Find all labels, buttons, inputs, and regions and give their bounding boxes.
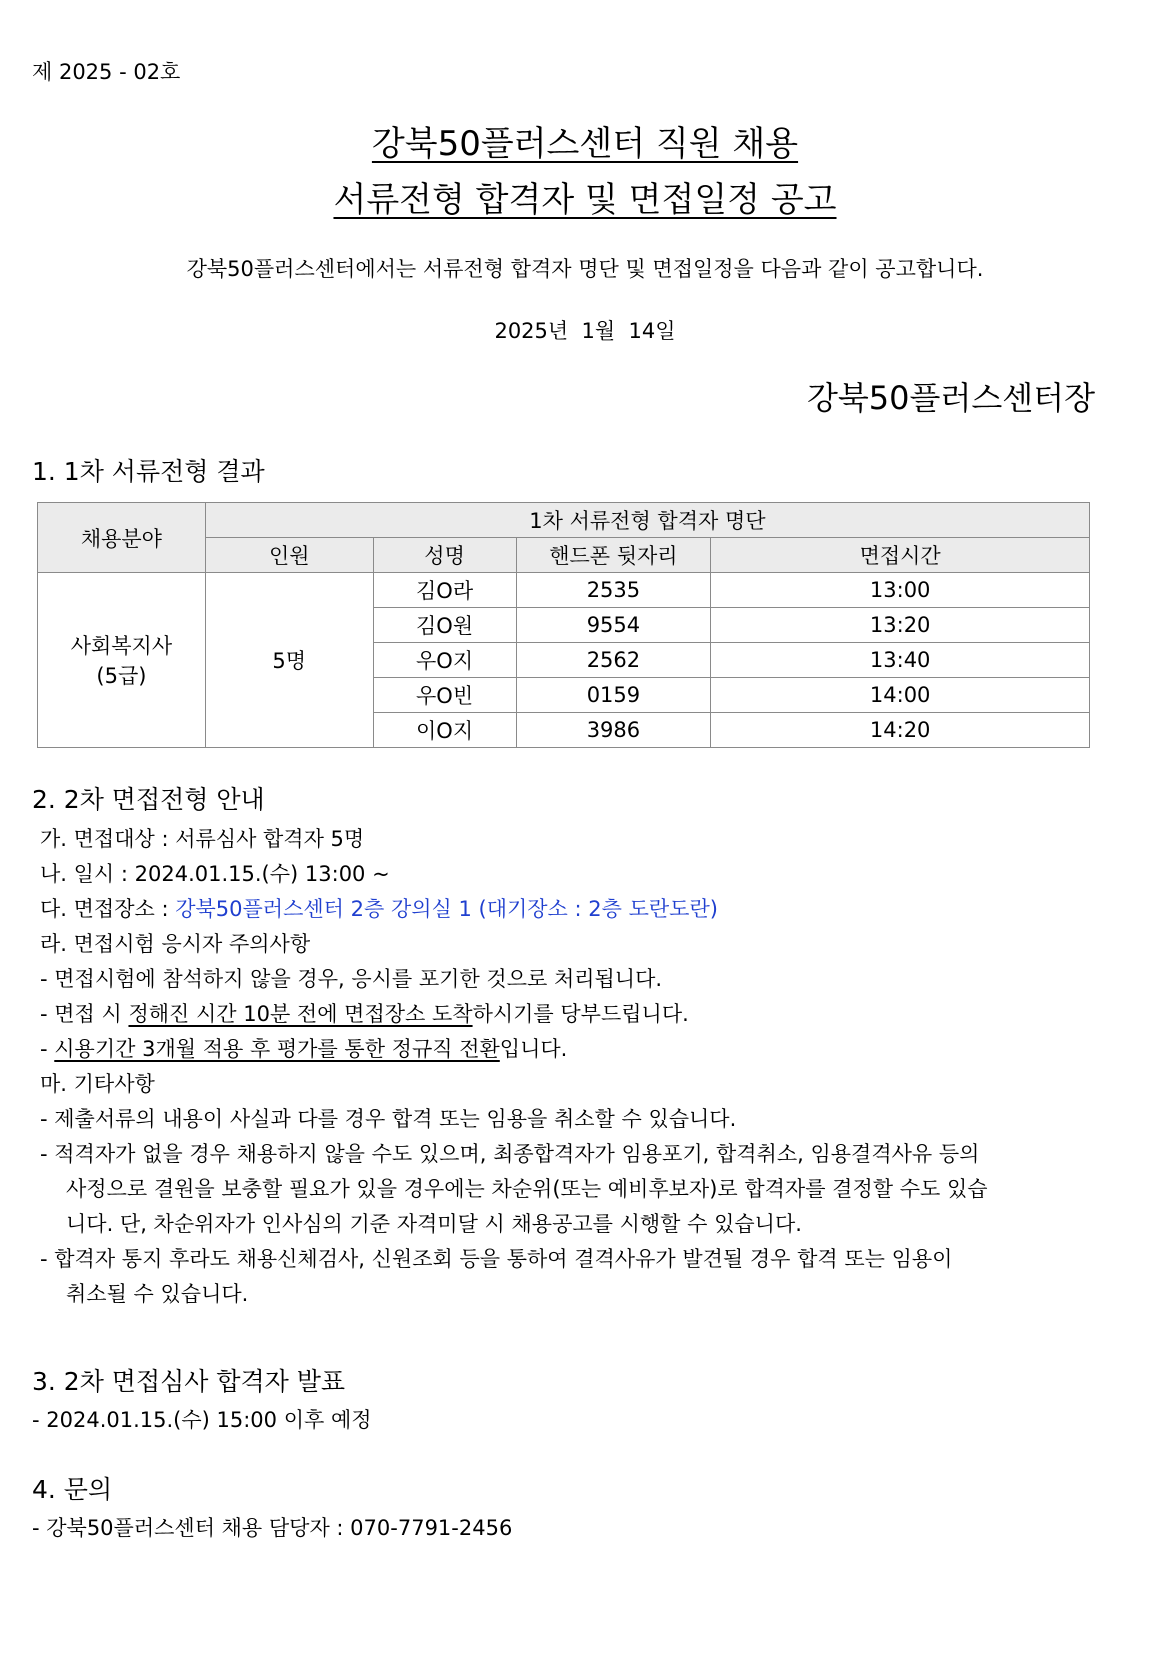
other-item-continued: 사정으로 결원을 보충할 필요가 있을 경우에는 차순위(또는 예비후보자)로 합격자를 결정할 수도 있습 — [66, 1177, 988, 1201]
contact-info: - 강북50플러스센터 채용 담당자 : 070-7791-2456 — [32, 1516, 513, 1540]
name-cell: 김O라 — [373, 573, 516, 608]
issuer: 강북50플러스센터장 — [806, 379, 1095, 417]
time-cell: 14:20 — [711, 713, 1090, 748]
notice-item-emphasis: 정해진 시간 10분 전에 면접장소 도착 — [128, 1002, 473, 1026]
section-2-heading: 2. 2차 면접전형 안내 — [32, 785, 265, 814]
header-group: 1차 서류전형 합격자 명단 — [205, 503, 1089, 538]
interview-place-value: 강북50플러스센터 2층 강의실 1 (대기장소 : 2층 도란도란) — [175, 897, 718, 921]
time-cell: 14:00 — [711, 678, 1090, 713]
header-time: 면접시간 — [711, 538, 1090, 573]
section-1-heading: 1. 1차 서류전형 결과 — [32, 457, 265, 486]
other-item: - 적격자가 없을 경우 채용하지 않을 수도 있으며, 최종합격자가 임용포기, 합격취소, 임용결격사유 등의 — [40, 1142, 980, 1166]
name-cell: 이O지 — [373, 713, 516, 748]
notice-item-prefix: - — [40, 1037, 55, 1061]
interview-datetime: 나. 일시 : 2024.01.15.(수) 13:00 ~ — [40, 862, 390, 886]
other-item-continued: 취소될 수 있습니다. — [66, 1282, 249, 1306]
count-cell: 5명 — [205, 573, 373, 748]
phone-cell: 9554 — [516, 608, 711, 643]
interview-place-label: 다. 면접장소 : — [40, 897, 176, 921]
document-number: 제 2025 - 02호 — [32, 60, 181, 84]
interview-target: 가. 면접대상 : 서류심사 합격자 5명 — [40, 827, 365, 851]
other-item-continued: 니다. 단, 차순위자가 인사심의 기준 자격미달 시 채용공고를 시행할 수 있습니다. — [66, 1212, 802, 1236]
other-item: - 합격자 통지 후라도 채용신체검사, 신원조회 등을 통하여 결격사유가 발견될 경우 합격 또는 임용이 — [40, 1247, 953, 1271]
header-name: 성명 — [373, 538, 516, 573]
other-heading: 마. 기타사항 — [40, 1072, 155, 1096]
name-cell: 우O빈 — [373, 678, 516, 713]
section-3-heading: 3. 2차 면접심사 합격자 발표 — [32, 1367, 346, 1396]
phone-cell: 2562 — [516, 643, 711, 678]
field-cell — [38, 573, 206, 748]
notice-heading: 라. 면접시험 응시자 주의사항 — [40, 932, 311, 956]
field-line-1: 사회복지사 — [70, 634, 173, 658]
table-row — [38, 573, 1090, 608]
time-cell: 13:00 — [711, 573, 1090, 608]
intro-text: 강북50플러스센터에서는 서류전형 합격자 명단 및 면접일정을 다음과 같이 공고합니다. — [186, 257, 984, 281]
notice-item — [40, 998, 689, 1028]
notice-item-suffix: 입니다. — [499, 1037, 568, 1061]
other-item: - 제출서류의 내용이 사실과 다를 경우 합격 또는 임용을 취소할 수 있습니다. — [40, 1107, 737, 1131]
title-line-2: 서류전형 합격자 및 면접일정 공고 — [333, 180, 837, 220]
field-line-2: (5급) — [96, 664, 147, 688]
notice-item: - 면접시험에 참석하지 않을 경우, 응시를 포기한 것으로 처리됩니다. — [40, 967, 663, 991]
time-cell: 13:40 — [711, 643, 1090, 678]
notice-item — [40, 1033, 567, 1063]
result-table — [37, 502, 1090, 748]
phone-cell: 2535 — [516, 573, 711, 608]
phone-cell: 0159 — [516, 678, 711, 713]
notice-date: 2025년 1월 14일 — [494, 319, 676, 343]
header-phone: 핸드폰 뒷자리 — [516, 538, 711, 573]
notice-item-prefix: - 면접 시 — [40, 1002, 129, 1026]
interview-place — [40, 893, 718, 923]
name-cell: 우O지 — [373, 643, 516, 678]
section-4-heading: 4. 문의 — [32, 1475, 113, 1504]
header-field: 채용분야 — [38, 503, 206, 573]
announcement-date: - 2024.01.15.(수) 15:00 이후 예정 — [32, 1408, 372, 1432]
header-count: 인원 — [205, 538, 373, 573]
time-cell: 13:20 — [711, 608, 1090, 643]
notice-item-suffix: 하시기를 당부드립니다. — [472, 1002, 689, 1026]
name-cell: 김O원 — [373, 608, 516, 643]
notice-item-emphasis: 시용기간 3개월 적용 후 평가를 통한 정규직 전환 — [54, 1037, 500, 1061]
phone-cell: 3986 — [516, 713, 711, 748]
title-line-1: 강북50플러스센터 직원 채용 — [371, 124, 799, 164]
